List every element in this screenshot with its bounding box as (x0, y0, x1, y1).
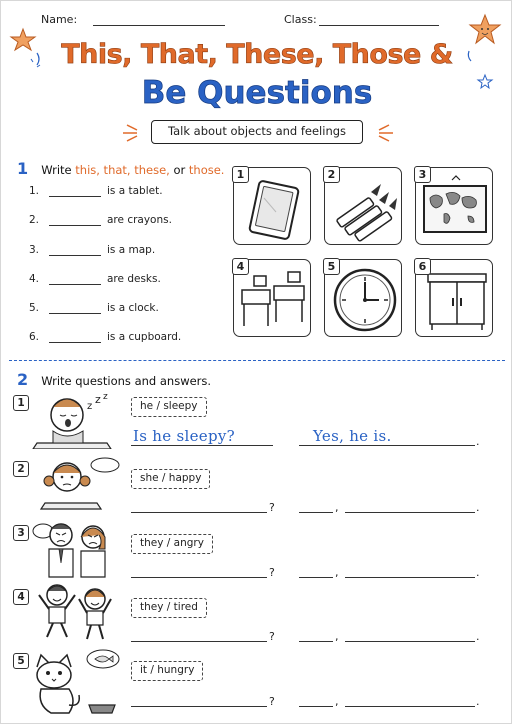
name-field[interactable] (93, 25, 225, 26)
answer-2-line-a[interactable] (299, 512, 333, 513)
question-number-5: 5 (13, 653, 29, 669)
example-answer: Yes, he is. (313, 427, 392, 445)
row-text: are crayons. (107, 214, 172, 226)
name-label: Name: (41, 13, 78, 26)
question-1-line (131, 445, 273, 446)
answer-5-line-a[interactable] (299, 706, 333, 707)
class-field[interactable] (319, 25, 439, 26)
prompt-1: he / sleepy (131, 397, 207, 417)
picture-1 (233, 167, 311, 245)
row-number: 3. (29, 244, 40, 256)
title-line-2: Be Questions (141, 75, 373, 111)
section-2-heading (17, 370, 211, 389)
period-mark: . (476, 566, 480, 579)
answer-3-line-b[interactable] (345, 577, 475, 578)
question-number-1: 1 (13, 395, 29, 411)
svg-text:z: z (95, 393, 101, 406)
row-number: 5. (29, 302, 40, 314)
jumping-kids-icon (31, 581, 123, 643)
picture-5 (324, 259, 402, 337)
row-text: is a cupboard. (107, 331, 182, 343)
prompt-2: she / happy (131, 469, 210, 489)
answer-5-line-b[interactable] (345, 706, 475, 707)
comma-mark: , (335, 501, 339, 514)
picture-4 (233, 259, 311, 337)
answer-blank[interactable] (49, 255, 101, 256)
svg-text:z: z (103, 392, 108, 402)
comma-mark: , (335, 695, 339, 708)
example-question: Is he sleepy? (133, 427, 235, 445)
section-1-title-options: this, that, these, (75, 163, 170, 177)
question-mark: ? (269, 695, 275, 708)
answer-2-line-b[interactable] (345, 512, 475, 513)
row-number: 4. (29, 273, 40, 285)
answer-blank[interactable] (49, 313, 101, 314)
question-mark: ? (269, 630, 275, 643)
period-mark: . (476, 501, 480, 514)
answer-blank[interactable] (49, 196, 101, 197)
question-2-line[interactable] (131, 512, 267, 513)
picture-number: 2 (323, 166, 340, 183)
row-text: is a map. (107, 244, 156, 256)
answer-4-line-b[interactable] (345, 641, 475, 642)
section-2-number: 2 (17, 370, 29, 389)
section-1-title-prefix: Write (41, 163, 76, 177)
picture-3 (415, 167, 493, 245)
row-text: are desks. (107, 273, 161, 285)
section-divider (9, 360, 505, 361)
comma-mark: , (335, 630, 339, 643)
question-number-2: 2 (13, 461, 29, 477)
subtitle-banner: Talk about objects and feelings (151, 120, 363, 144)
question-mark: ? (269, 566, 275, 579)
period-mark: . (476, 695, 480, 708)
answer-1-line (299, 445, 475, 446)
girl-reading-icon (31, 455, 123, 513)
banner-sparkle-left (119, 117, 149, 147)
row-number: 6. (29, 331, 40, 343)
class-label: Class: (284, 13, 317, 26)
picture-number: 5 (323, 258, 340, 275)
svg-text:z: z (87, 401, 93, 412)
row-number: 1. (29, 185, 40, 197)
angry-couple-icon (31, 517, 123, 579)
title-line-1: This, That, These, Those & (61, 39, 453, 70)
section-1-number: 1 (17, 159, 29, 178)
picture-number: 6 (414, 258, 431, 275)
section-1-title-or: or (169, 163, 189, 177)
picture-2 (324, 167, 402, 245)
row-text: is a tablet. (107, 185, 163, 197)
question-number-3: 3 (13, 525, 29, 541)
answer-blank[interactable] (49, 342, 101, 343)
answer-3-line-a[interactable] (299, 577, 333, 578)
answer-blank[interactable] (49, 284, 101, 285)
row-number: 2. (29, 214, 40, 226)
prompt-5: it / hungry (131, 661, 203, 681)
answer-4-line-a[interactable] (299, 641, 333, 642)
question-mark: ? (269, 501, 275, 514)
picture-number: 4 (232, 258, 249, 275)
picture-number: 1 (232, 166, 249, 183)
comma-mark: , (335, 566, 339, 579)
section-1-title-last: those. (188, 163, 225, 177)
answer-blank[interactable] (49, 225, 101, 226)
question-number-4: 4 (13, 589, 29, 605)
period-mark: . (476, 630, 480, 643)
banner-sparkle-right (367, 117, 397, 147)
picture-6 (415, 259, 493, 337)
prompt-4: they / tired (131, 598, 207, 618)
section-1-heading (17, 159, 224, 178)
hungry-cat-icon (29, 645, 125, 717)
question-5-line[interactable] (131, 706, 267, 707)
question-4-line[interactable] (131, 641, 267, 642)
picture-number: 3 (414, 166, 431, 183)
sleepy-boy-icon (23, 391, 123, 449)
period-mark: . (476, 435, 480, 448)
question-3-line[interactable] (131, 577, 267, 578)
prompt-3: they / angry (131, 534, 213, 554)
row-text: is a clock. (107, 302, 159, 314)
section-2-title: Write questions and answers. (41, 374, 212, 388)
